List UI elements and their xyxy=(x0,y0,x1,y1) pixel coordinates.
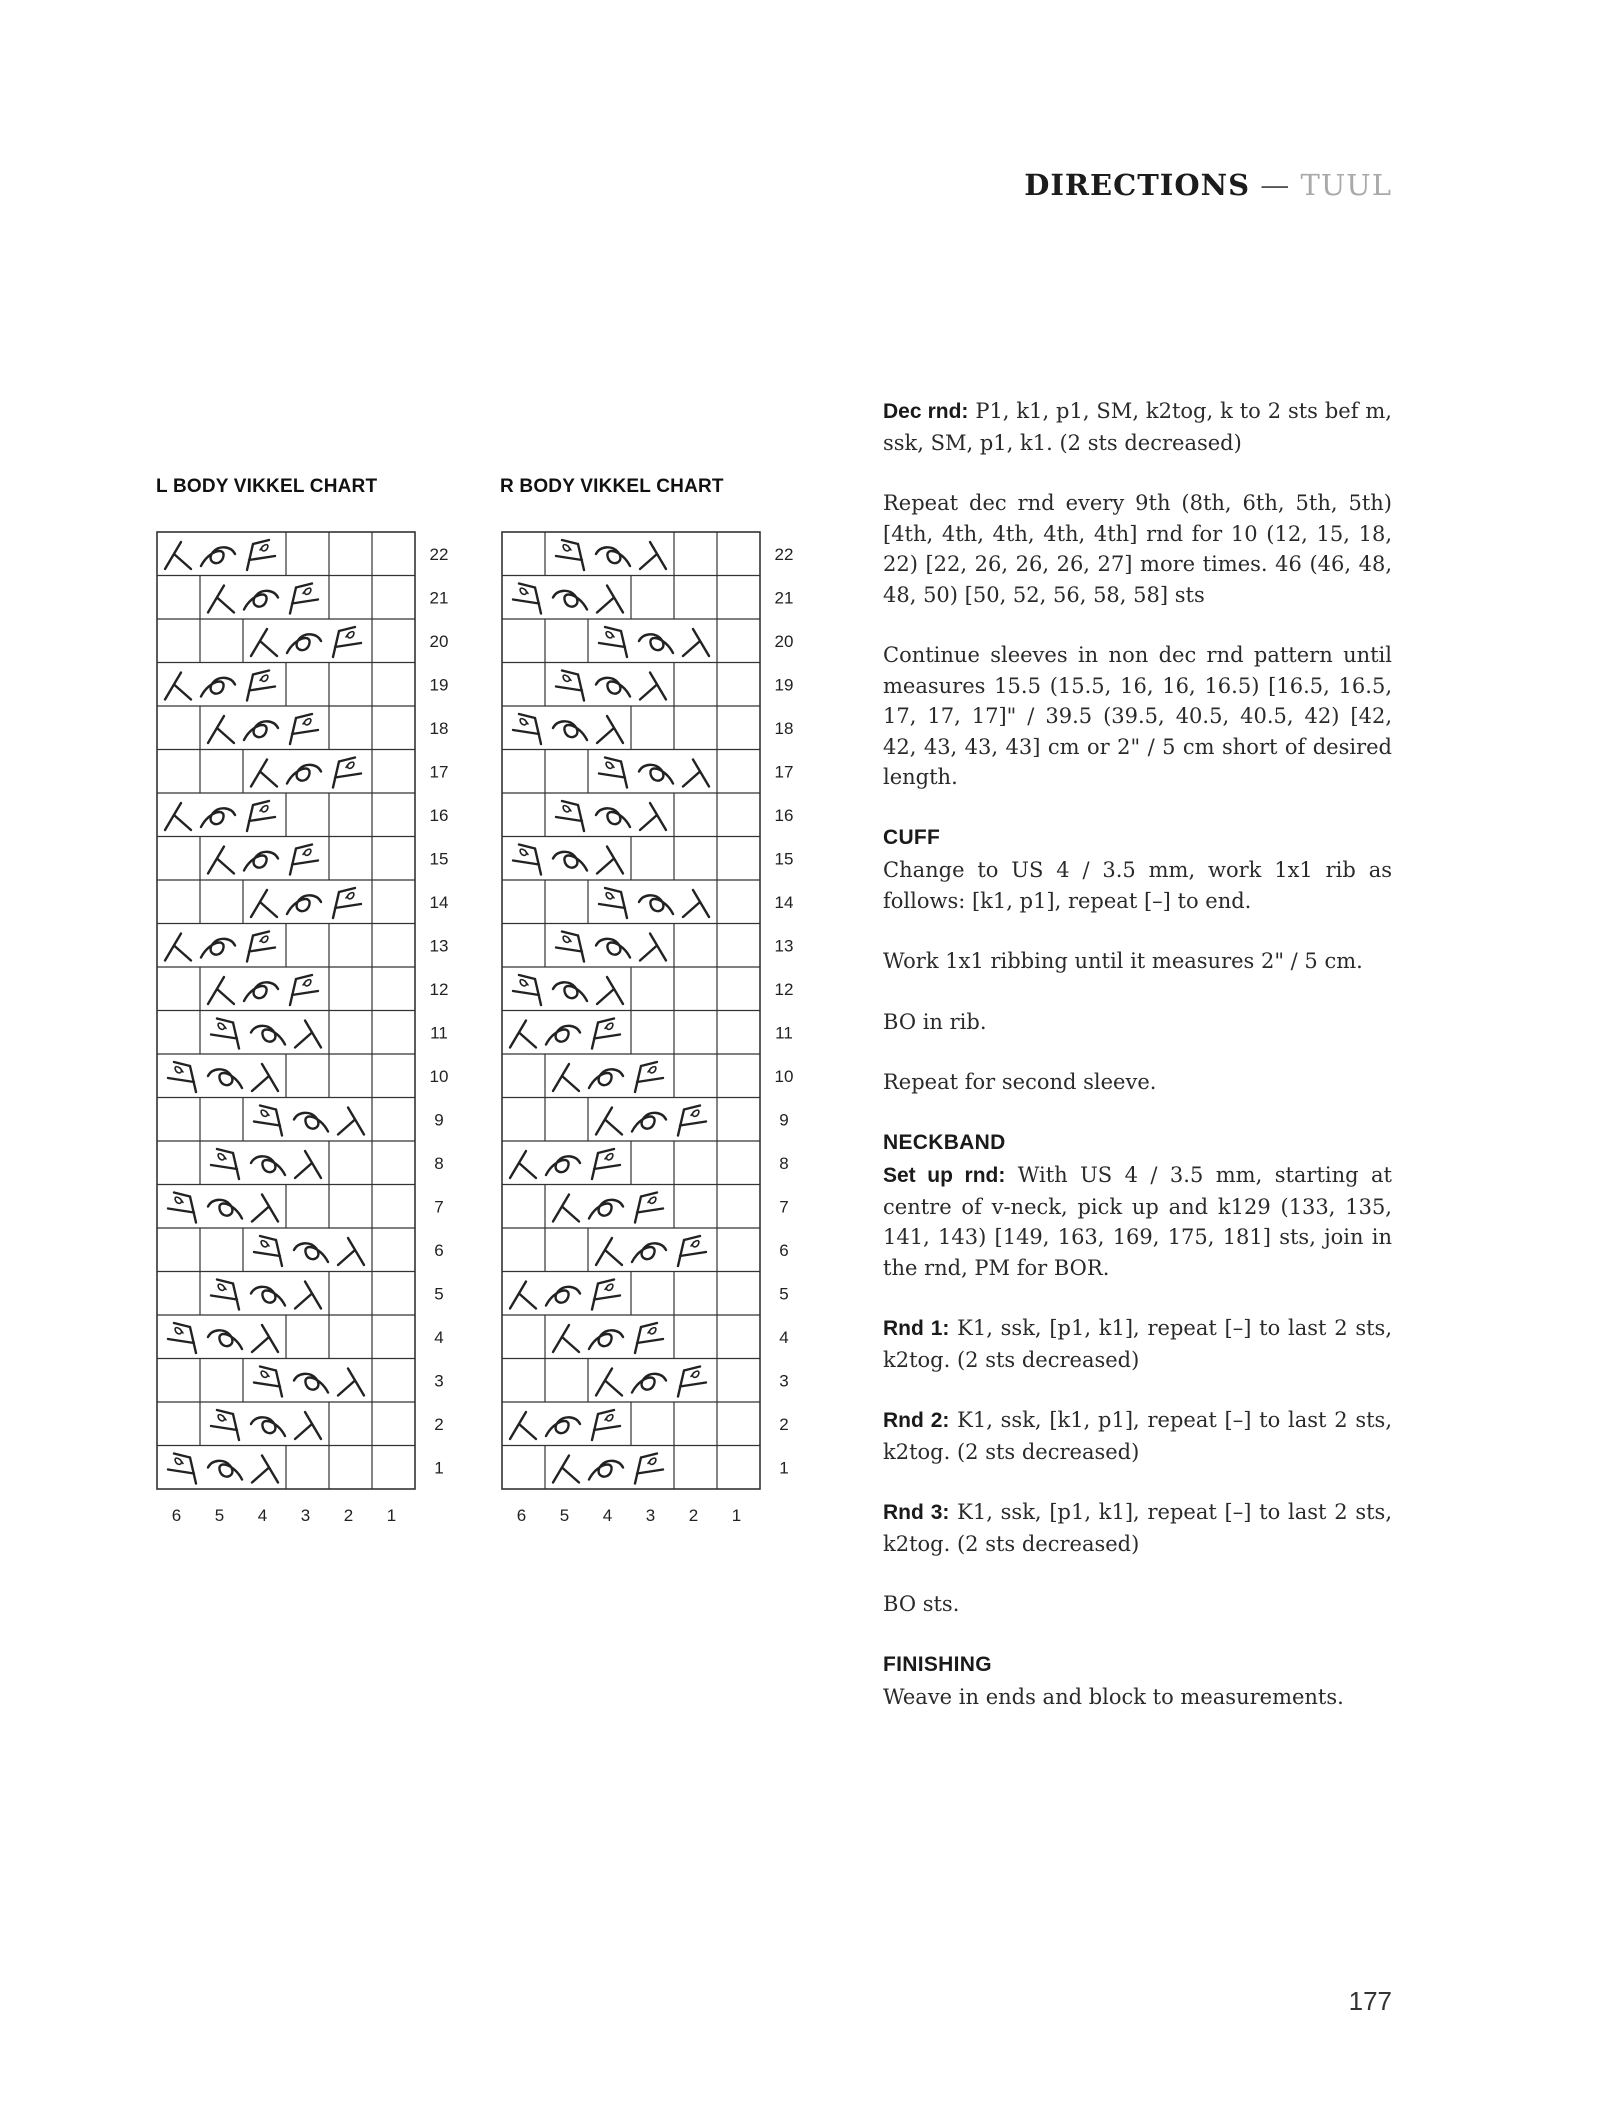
column-label: 3 xyxy=(300,1506,311,1525)
rnd1-text: K1, ssk, [p1, k1], repeat [–] to last 2 sts, k2tog. (2 sts decreased) xyxy=(883,1316,1392,1372)
column-label: 6 xyxy=(171,1506,182,1525)
rnd1-label: Rnd 1: xyxy=(883,1317,950,1340)
vikkel-symbol xyxy=(599,758,709,788)
setup-rnd-label: Set up rnd: xyxy=(883,1164,1006,1187)
row-label: 8 xyxy=(434,1153,444,1173)
row-label: 19 xyxy=(429,675,449,695)
vikkel-symbol xyxy=(168,1323,278,1353)
vikkel-symbol xyxy=(553,1193,663,1223)
header-pattern-name: TUUL xyxy=(1300,168,1392,202)
row-label: 3 xyxy=(434,1371,444,1391)
vikkel-charts xyxy=(0,0,860,1560)
vikkel-symbol xyxy=(254,1106,364,1136)
column-label: 4 xyxy=(257,1506,268,1525)
row-label: 6 xyxy=(434,1240,444,1260)
vikkel-symbol xyxy=(556,671,666,701)
dec-rnd-label: Dec rnd: xyxy=(883,400,969,423)
row-label: 20 xyxy=(774,631,794,651)
column-label: 2 xyxy=(688,1506,699,1525)
vikkel-symbol xyxy=(596,1106,706,1136)
cuff-heading: CUFF xyxy=(883,825,941,849)
header-dash: — xyxy=(1260,168,1291,202)
row-label: 14 xyxy=(429,892,449,912)
neckband-heading: NECKBAND xyxy=(883,1130,1006,1154)
vikkel-symbol xyxy=(553,1454,663,1484)
row-label: 3 xyxy=(779,1371,789,1391)
vikkel-symbol xyxy=(168,1193,278,1223)
row-label: 17 xyxy=(774,762,794,782)
row-label: 15 xyxy=(774,849,794,869)
vikkel-symbol xyxy=(254,1236,364,1266)
row-label: 2 xyxy=(434,1414,444,1434)
column-label: 3 xyxy=(645,1506,656,1525)
vikkel-symbol xyxy=(211,1149,321,1179)
row-label: 14 xyxy=(774,892,794,912)
row-label: 15 xyxy=(429,849,449,869)
row-label: 20 xyxy=(429,631,449,651)
row-label: 4 xyxy=(779,1327,789,1347)
dec-rnd-paragraph xyxy=(883,396,1392,458)
vikkel-symbol xyxy=(251,627,361,657)
left-chart-grid xyxy=(157,532,448,1525)
row-label: 1 xyxy=(434,1458,444,1478)
row-label: 13 xyxy=(774,936,794,956)
vikkel-symbol xyxy=(168,1062,278,1092)
row-label: 22 xyxy=(774,544,794,564)
row-label: 8 xyxy=(779,1153,789,1173)
row-label: 21 xyxy=(774,588,794,608)
rnd2-paragraph xyxy=(883,1405,1392,1467)
row-label: 7 xyxy=(434,1197,444,1217)
row-label: 10 xyxy=(774,1066,794,1086)
vikkel-symbol xyxy=(599,888,709,918)
vikkel-symbol xyxy=(553,1062,663,1092)
vikkel-symbol xyxy=(254,1367,364,1397)
vikkel-symbol xyxy=(165,540,275,570)
column-label: 4 xyxy=(602,1506,613,1525)
row-label: 13 xyxy=(429,936,449,956)
column-label: 5 xyxy=(214,1506,225,1525)
column-label: 5 xyxy=(559,1506,570,1525)
vikkel-symbol xyxy=(556,932,666,962)
column-label: 6 xyxy=(516,1506,527,1525)
rnd3-text: K1, ssk, [p1, k1], repeat [–] to last 2 sts, k2tog. (2 sts decreased) xyxy=(883,1500,1392,1556)
row-label: 1 xyxy=(779,1458,789,1478)
continue-paragraph: Continue sleeves in non dec rnd pattern until measures 15.5 (15.5, 16, 16, 16.5) [16.5, 16.5, 17, 17, 17]" / 39.5 (39.5, 40.5, 40.5, 42) [42, 42, 43, 43, 43] cm or 2" / 5 cm short of desired length. xyxy=(883,643,1392,789)
row-label: 7 xyxy=(779,1197,789,1217)
cuff-rib-paragraph: Change to US 4 / 3.5 mm, work 1x1 rib as follows: [k1, p1], repeat [–] to end. xyxy=(883,858,1392,913)
vikkel-symbol xyxy=(556,801,666,831)
row-label: 16 xyxy=(429,805,449,825)
vikkel-symbol xyxy=(513,975,623,1005)
vikkel-symbol xyxy=(553,1323,663,1353)
right-chart-grid xyxy=(502,532,793,1525)
rnd3-label: Rnd 3: xyxy=(883,1501,950,1524)
vikkel-symbol xyxy=(251,758,361,788)
row-label: 11 xyxy=(775,1023,793,1043)
running-header xyxy=(1024,168,1392,202)
bo-sts-paragraph: BO sts. xyxy=(883,1592,960,1616)
vikkel-symbol xyxy=(510,1149,620,1179)
rnd2-label: Rnd 2: xyxy=(883,1409,950,1432)
left-chart-title: L BODY VIKKEL CHART xyxy=(156,476,378,497)
row-label: 4 xyxy=(434,1327,444,1347)
vikkel-symbol xyxy=(510,1410,620,1440)
finishing-heading: FINISHING xyxy=(883,1652,992,1676)
cuff-work-paragraph: Work 1x1 ribbing until it measures 2" / 5 cm. xyxy=(883,949,1363,973)
header-section: DIRECTIONS xyxy=(1024,168,1251,202)
row-label: 18 xyxy=(429,718,449,738)
vikkel-symbol xyxy=(513,584,623,614)
row-label: 10 xyxy=(429,1066,449,1086)
rnd3-paragraph xyxy=(883,1497,1392,1559)
vikkel-symbol xyxy=(251,888,361,918)
row-label: 6 xyxy=(779,1240,789,1260)
right-chart-title: R BODY VIKKEL CHART xyxy=(500,476,724,497)
vikkel-symbol xyxy=(168,1454,278,1484)
repeat-dec-paragraph: Repeat dec rnd every 9th (8th, 6th, 5th, 5th) [4th, 4th, 4th, 4th, 4th] rnd for 10 (12, 15, 18, 22) [22, 26, 26, 26, 27] more times. 46 (46, 48, 48, 50) [50, 52, 56, 58, 58] sts xyxy=(883,491,1392,607)
row-label: 5 xyxy=(434,1284,444,1304)
vikkel-symbol xyxy=(556,540,666,570)
finishing-paragraph: Weave in ends and block to measurements. xyxy=(883,1685,1344,1709)
page-number: 177 xyxy=(1348,1986,1392,2016)
vikkel-symbol xyxy=(211,1280,321,1310)
row-label: 11 xyxy=(430,1023,448,1043)
vikkel-symbol xyxy=(513,845,623,875)
column-label: 2 xyxy=(343,1506,354,1525)
row-label: 17 xyxy=(429,762,449,782)
vikkel-symbol xyxy=(208,975,318,1005)
row-label: 5 xyxy=(779,1284,789,1304)
row-label: 9 xyxy=(434,1110,444,1130)
setup-rnd-text: With US 4 / 3.5 mm, starting at centre of v-neck, pick up and k129 (133, 135, 141, 143) [149, 163, 169, 175, 181] sts, join in the rnd, PM for BOR. xyxy=(883,1163,1392,1280)
row-label: 21 xyxy=(429,588,449,608)
vikkel-symbol xyxy=(510,1280,620,1310)
vikkel-symbol xyxy=(165,801,275,831)
column-label: 1 xyxy=(386,1506,397,1525)
row-label: 19 xyxy=(774,675,794,695)
row-label: 9 xyxy=(779,1110,789,1130)
column-label: 1 xyxy=(731,1506,742,1525)
vikkel-symbol xyxy=(599,627,709,657)
setup-rnd-paragraph xyxy=(883,1160,1392,1283)
vikkel-symbol xyxy=(208,714,318,744)
vikkel-symbol xyxy=(211,1410,321,1440)
dec-rnd-text: P1, k1, p1, SM, k2tog, k to 2 sts bef m, ssk, SM, p1, k1. (2 sts decreased) xyxy=(883,399,1392,455)
cuff-bo-paragraph: BO in rib. xyxy=(883,1009,987,1034)
vikkel-symbol xyxy=(510,1019,620,1049)
rnd2-text: K1, ssk, [k1, p1], repeat [–] to last 2 sts, k2tog. (2 sts decreased) xyxy=(883,1408,1392,1464)
vikkel-symbol xyxy=(211,1019,321,1049)
directions-column xyxy=(883,396,1392,1743)
vikkel-symbol xyxy=(208,584,318,614)
vikkel-symbol xyxy=(165,671,275,701)
vikkel-symbol xyxy=(596,1367,706,1397)
row-label: 22 xyxy=(429,544,449,564)
cuff-repeat-paragraph: Repeat for second sleeve. xyxy=(883,1070,1157,1094)
row-label: 18 xyxy=(774,718,794,738)
vikkel-symbol xyxy=(596,1236,706,1266)
row-label: 12 xyxy=(429,979,449,999)
vikkel-symbol xyxy=(513,714,623,744)
row-label: 16 xyxy=(774,805,794,825)
rnd1-paragraph xyxy=(883,1313,1392,1375)
row-label: 2 xyxy=(779,1414,789,1434)
vikkel-symbol xyxy=(165,932,275,962)
row-label: 12 xyxy=(774,979,794,999)
vikkel-symbol xyxy=(208,845,318,875)
